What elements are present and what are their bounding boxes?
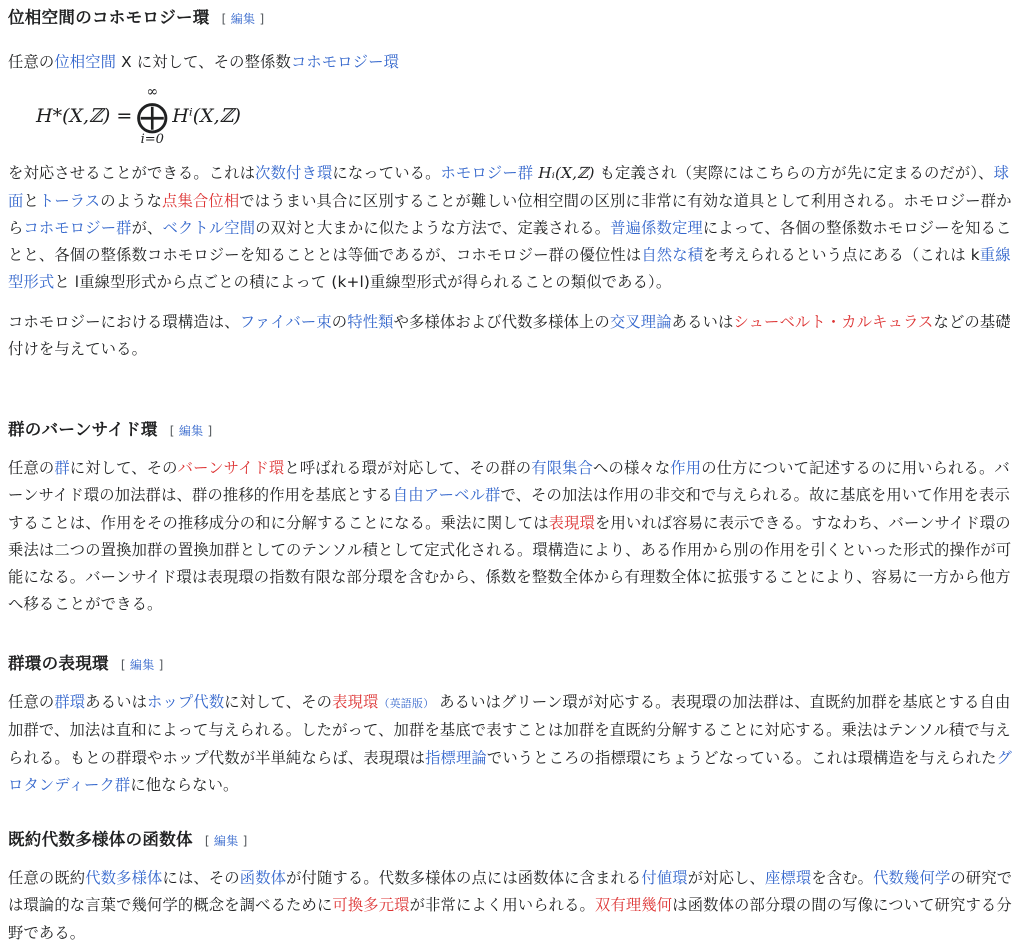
section-title: 群のバーンサイド環 xyxy=(8,420,158,439)
section-heading xyxy=(8,652,1018,677)
link-action[interactable]: 作用 xyxy=(670,459,702,477)
edit-bracket: [ 編集 ] xyxy=(120,658,164,672)
section-heading xyxy=(8,418,1018,443)
section-function-field xyxy=(8,828,1018,947)
link-sphere[interactable]: 球面 xyxy=(8,164,1010,210)
section-cohomology xyxy=(8,6,1018,363)
section-heading xyxy=(8,6,1018,31)
redlink-point-set-topology[interactable]: 点集合位相 xyxy=(162,191,240,210)
section-title: 群環の表現環 xyxy=(8,654,109,673)
edit-bracket: [ 編集 ] xyxy=(204,834,248,848)
link-function-field[interactable]: 函数体 xyxy=(239,869,287,887)
section-representation-ring xyxy=(8,652,1018,799)
paragraph: コホモロジーにおける環構造は、ファイバー束の特性類や多様体および代数多様体上の交叉理論あるいはシューベルト・カルキュラスなどの基礎付けを与えている。 xyxy=(8,312,1011,359)
paragraph: 任意の群に対して、そのバーンサイド環と呼ばれる環が対応して、その群の有限集合への様々な作用の仕方について記述するのに用いられる。バーンサイド環の加法群は、群の推移的作用を基底とする自由アーベル群で、その加法は作用の非交和で与えられる。故に基底を用いて作用を表示することは、作用をその推移成分の和に分解することになる。乗法に関しては表現環を用いれば容易に表示できる。すなわち、バーンサイド環の乗法は二つの置換加群の置換加群としてのテンソル積として定式化される。環構造により、ある作用から別の作用を引くといった形式的操作が可能になる。バーンサイド環は表現環の指数有限な部分環を含むから、係数を整数全体から有理数全体に拡張することにより、容易に一方から他方へ移ることができる。 xyxy=(8,459,1012,614)
link-fiber-bundle[interactable]: ファイバー束 xyxy=(239,312,332,331)
link-english-version[interactable]: （英語版） xyxy=(378,697,435,710)
link-algebraic-variety[interactable]: 代数多様体 xyxy=(85,869,163,887)
link-character-theory[interactable]: 指標理論 xyxy=(425,748,487,767)
edit-link[interactable]: 編集 xyxy=(213,834,239,848)
link-coordinate-ring[interactable]: 座標環 xyxy=(764,869,812,887)
paragraph: を対応させることができる。これは次数付き環になっている。ホモロジー群 Hᵢ(X,ℤ) も定義され（実際にはこちらの方が先に定まるのだが）、球面とトーラスのような点集合位相ではうまい具合に区別することが難しい位相空間の区別に非常に有効な道具として利用される。ホモロジー群からコホモロジー群が、ベクトル空間の双対と大まかに似たような方法で、定義される。普遍係数定理によって、各個の整係数ホモロジーを知ることと、各個の整係数コホモロジーを知ることとは等価であるが、コホモロジー群の優位性は自然な積を考えられるという点にある（これは k重線型形式と l重線型形式から点ごとの積によって (k+l)重線型形式が得られることの類似である）。 xyxy=(8,164,1012,292)
link-group-ring[interactable]: 群環 xyxy=(54,693,86,711)
link-vector-space[interactable]: ベクトル空間 xyxy=(162,218,256,237)
section-burnside-ring xyxy=(8,418,1018,619)
link-characteristic-class[interactable]: 特性類 xyxy=(347,312,394,331)
link-cohomology-group[interactable]: コホモロジー群 xyxy=(23,218,132,237)
link-topological-space[interactable]: 位相空間 xyxy=(54,53,117,71)
link-intersection-theory[interactable]: 交叉理論 xyxy=(609,312,672,331)
redlink-burnside-ring[interactable]: バーンサイド環 xyxy=(177,459,285,477)
edit-link[interactable]: 編集 xyxy=(129,658,155,672)
link-valuation-ring[interactable]: 付値環 xyxy=(641,869,688,887)
math-formula: H*(X,ℤ) = ∞ ⨁ i=0 Hⁱ(X,ℤ) xyxy=(36,84,241,148)
link-hopf-algebra[interactable]: ホップ代数 xyxy=(147,693,225,711)
redlink-birational-geometry[interactable]: 双有理幾何 xyxy=(595,896,673,915)
section-title: 位相空間のコホモロジー環 xyxy=(8,8,210,27)
redlink-representation-ring[interactable]: 表現環 xyxy=(548,513,595,532)
link-free-abelian-group[interactable]: 自由アーベル群 xyxy=(392,486,501,505)
redlink-schubert-calculus[interactable]: シューベルト・カルキュラス xyxy=(733,312,934,331)
link-grothendieck-group[interactable]: グロタンディーク群 xyxy=(8,748,1013,794)
redlink-representation-ring[interactable]: 表現環 xyxy=(332,693,379,711)
link-multilinear-form[interactable]: 重線型形式 xyxy=(8,246,1011,292)
section-heading xyxy=(8,828,1018,853)
link-finite-set[interactable]: 有限集合 xyxy=(531,459,594,477)
edit-bracket: [ 編集 ] xyxy=(169,424,213,438)
section-title: 既約代数多様体の函数体 xyxy=(8,830,193,849)
edit-link[interactable]: 編集 xyxy=(178,424,204,438)
link-graded-ring[interactable]: 次数付き環 xyxy=(255,164,333,183)
edit-bracket: [ 編集 ] xyxy=(221,12,265,26)
direct-sum-operator: ∞ ⨁ i=0 xyxy=(136,84,169,148)
edit-link[interactable]: 編集 xyxy=(230,12,256,26)
link-natural-product[interactable]: 自然な積 xyxy=(641,246,704,265)
paragraph: 任意の群環あるいはホップ代数に対して、その表現環（英語版） あるいはグリーン環が対応する。表現環の加法群は、直既約加群を基底とする自由加群で、加法は直和によって与えられる。したがって、加群を基底で表すことは加群を直既約分解することに対応する。乗法はテンソル積で与えられる。もとの群環やホップ代数が半単純ならば、表現環は指標理論でいうところの指標環にちょうどなっている。これは環構造を与えられたグロタンディーク群に他ならない。 xyxy=(8,693,1013,794)
link-algebraic-geometry[interactable]: 代数幾何学 xyxy=(873,869,951,887)
link-homology-group[interactable]: ホモロジー群 xyxy=(440,164,534,183)
redlink-commutative-algebra[interactable]: 可換多元環 xyxy=(332,896,410,915)
link-cohomology-ring[interactable]: コホモロジー環 xyxy=(290,53,400,71)
link-torus[interactable]: トーラス xyxy=(38,191,101,210)
paragraph: 任意の既約代数多様体には、その函数体が付随する。代数多様体の点には函数体に含まれる付値環が対応し、座標環を含む。代数幾何学の研究では環論的な言葉で幾何学的概念を調べるために可換多元環が非常によく用いられる。双有理幾何は函数体の部分環の間の写像について研究する分野である。 xyxy=(8,869,1013,942)
link-universal-coefficient[interactable]: 普遍係数定理 xyxy=(610,218,703,237)
paragraph: 任意の位相空間 X に対して、その整係数コホモロジー環 xyxy=(8,53,400,71)
link-group[interactable]: 群 xyxy=(54,459,70,477)
